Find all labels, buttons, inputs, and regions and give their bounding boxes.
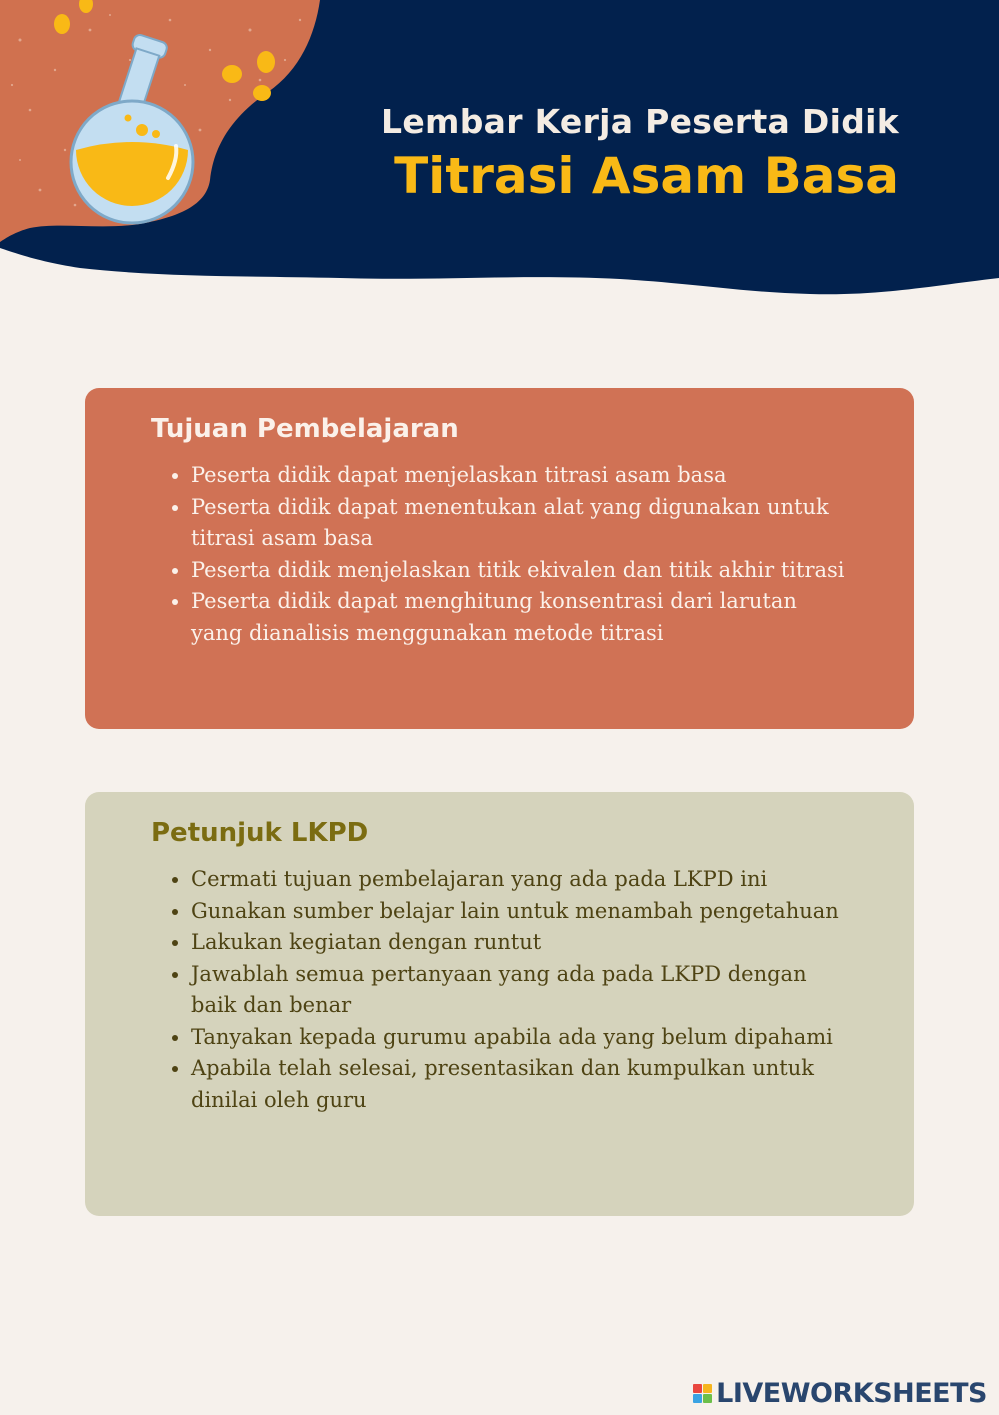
instruction-item: • Lakukan kegiatan dengan runtut bbox=[191, 927, 854, 959]
objectives-card bbox=[85, 388, 914, 729]
instructions-heading: Petunjuk LKPD bbox=[151, 818, 369, 848]
watermark-text: LIVEWORKSHEETS bbox=[716, 1378, 987, 1409]
objective-item: • Peserta didik dapat menjelaskan titrasi asam basa bbox=[191, 460, 854, 492]
worksheet-subtitle: Lembar Kerja Peserta Didik bbox=[381, 102, 899, 141]
liveworksheets-logo-icon bbox=[693, 1384, 712, 1403]
objectives-heading: Tujuan Pembelajaran bbox=[151, 414, 459, 444]
header-title-block bbox=[381, 100, 899, 206]
instruction-item: • Cermati tujuan pembelajaran yang ada pada LKPD ini bbox=[191, 864, 854, 896]
instruction-item: • Jawablah semua pertanyaan yang ada pada LKPD dengan baik dan benar bbox=[191, 959, 854, 1022]
worksheet-title: Titrasi Asam Basa bbox=[394, 147, 899, 205]
objective-item: • Peserta didik dapat menghitung konsentrasi dari larutan yang dianalisis menggunakan metode titrasi bbox=[191, 586, 854, 649]
instruction-item: • Gunakan sumber belajar lain untuk menambah pengetahuan bbox=[191, 896, 854, 928]
liveworksheets-watermark[interactable] bbox=[693, 1378, 987, 1409]
instructions-card bbox=[85, 792, 914, 1216]
instruction-item: • Tanyakan kepada gurumu apabila ada yang belum dipahami bbox=[191, 1022, 854, 1054]
objective-item: • Peserta didik dapat menentukan alat yang digunakan untuk titrasi asam basa bbox=[191, 492, 854, 555]
objective-item: • Peserta didik menjelaskan titik ekivalen dan titik akhir titrasi bbox=[191, 555, 854, 587]
instructions-list bbox=[151, 864, 854, 1116]
objectives-list bbox=[151, 460, 854, 649]
instruction-item: • Apabila telah selesai, presentasikan dan kumpulkan untuk dinilai oleh guru bbox=[191, 1053, 854, 1116]
